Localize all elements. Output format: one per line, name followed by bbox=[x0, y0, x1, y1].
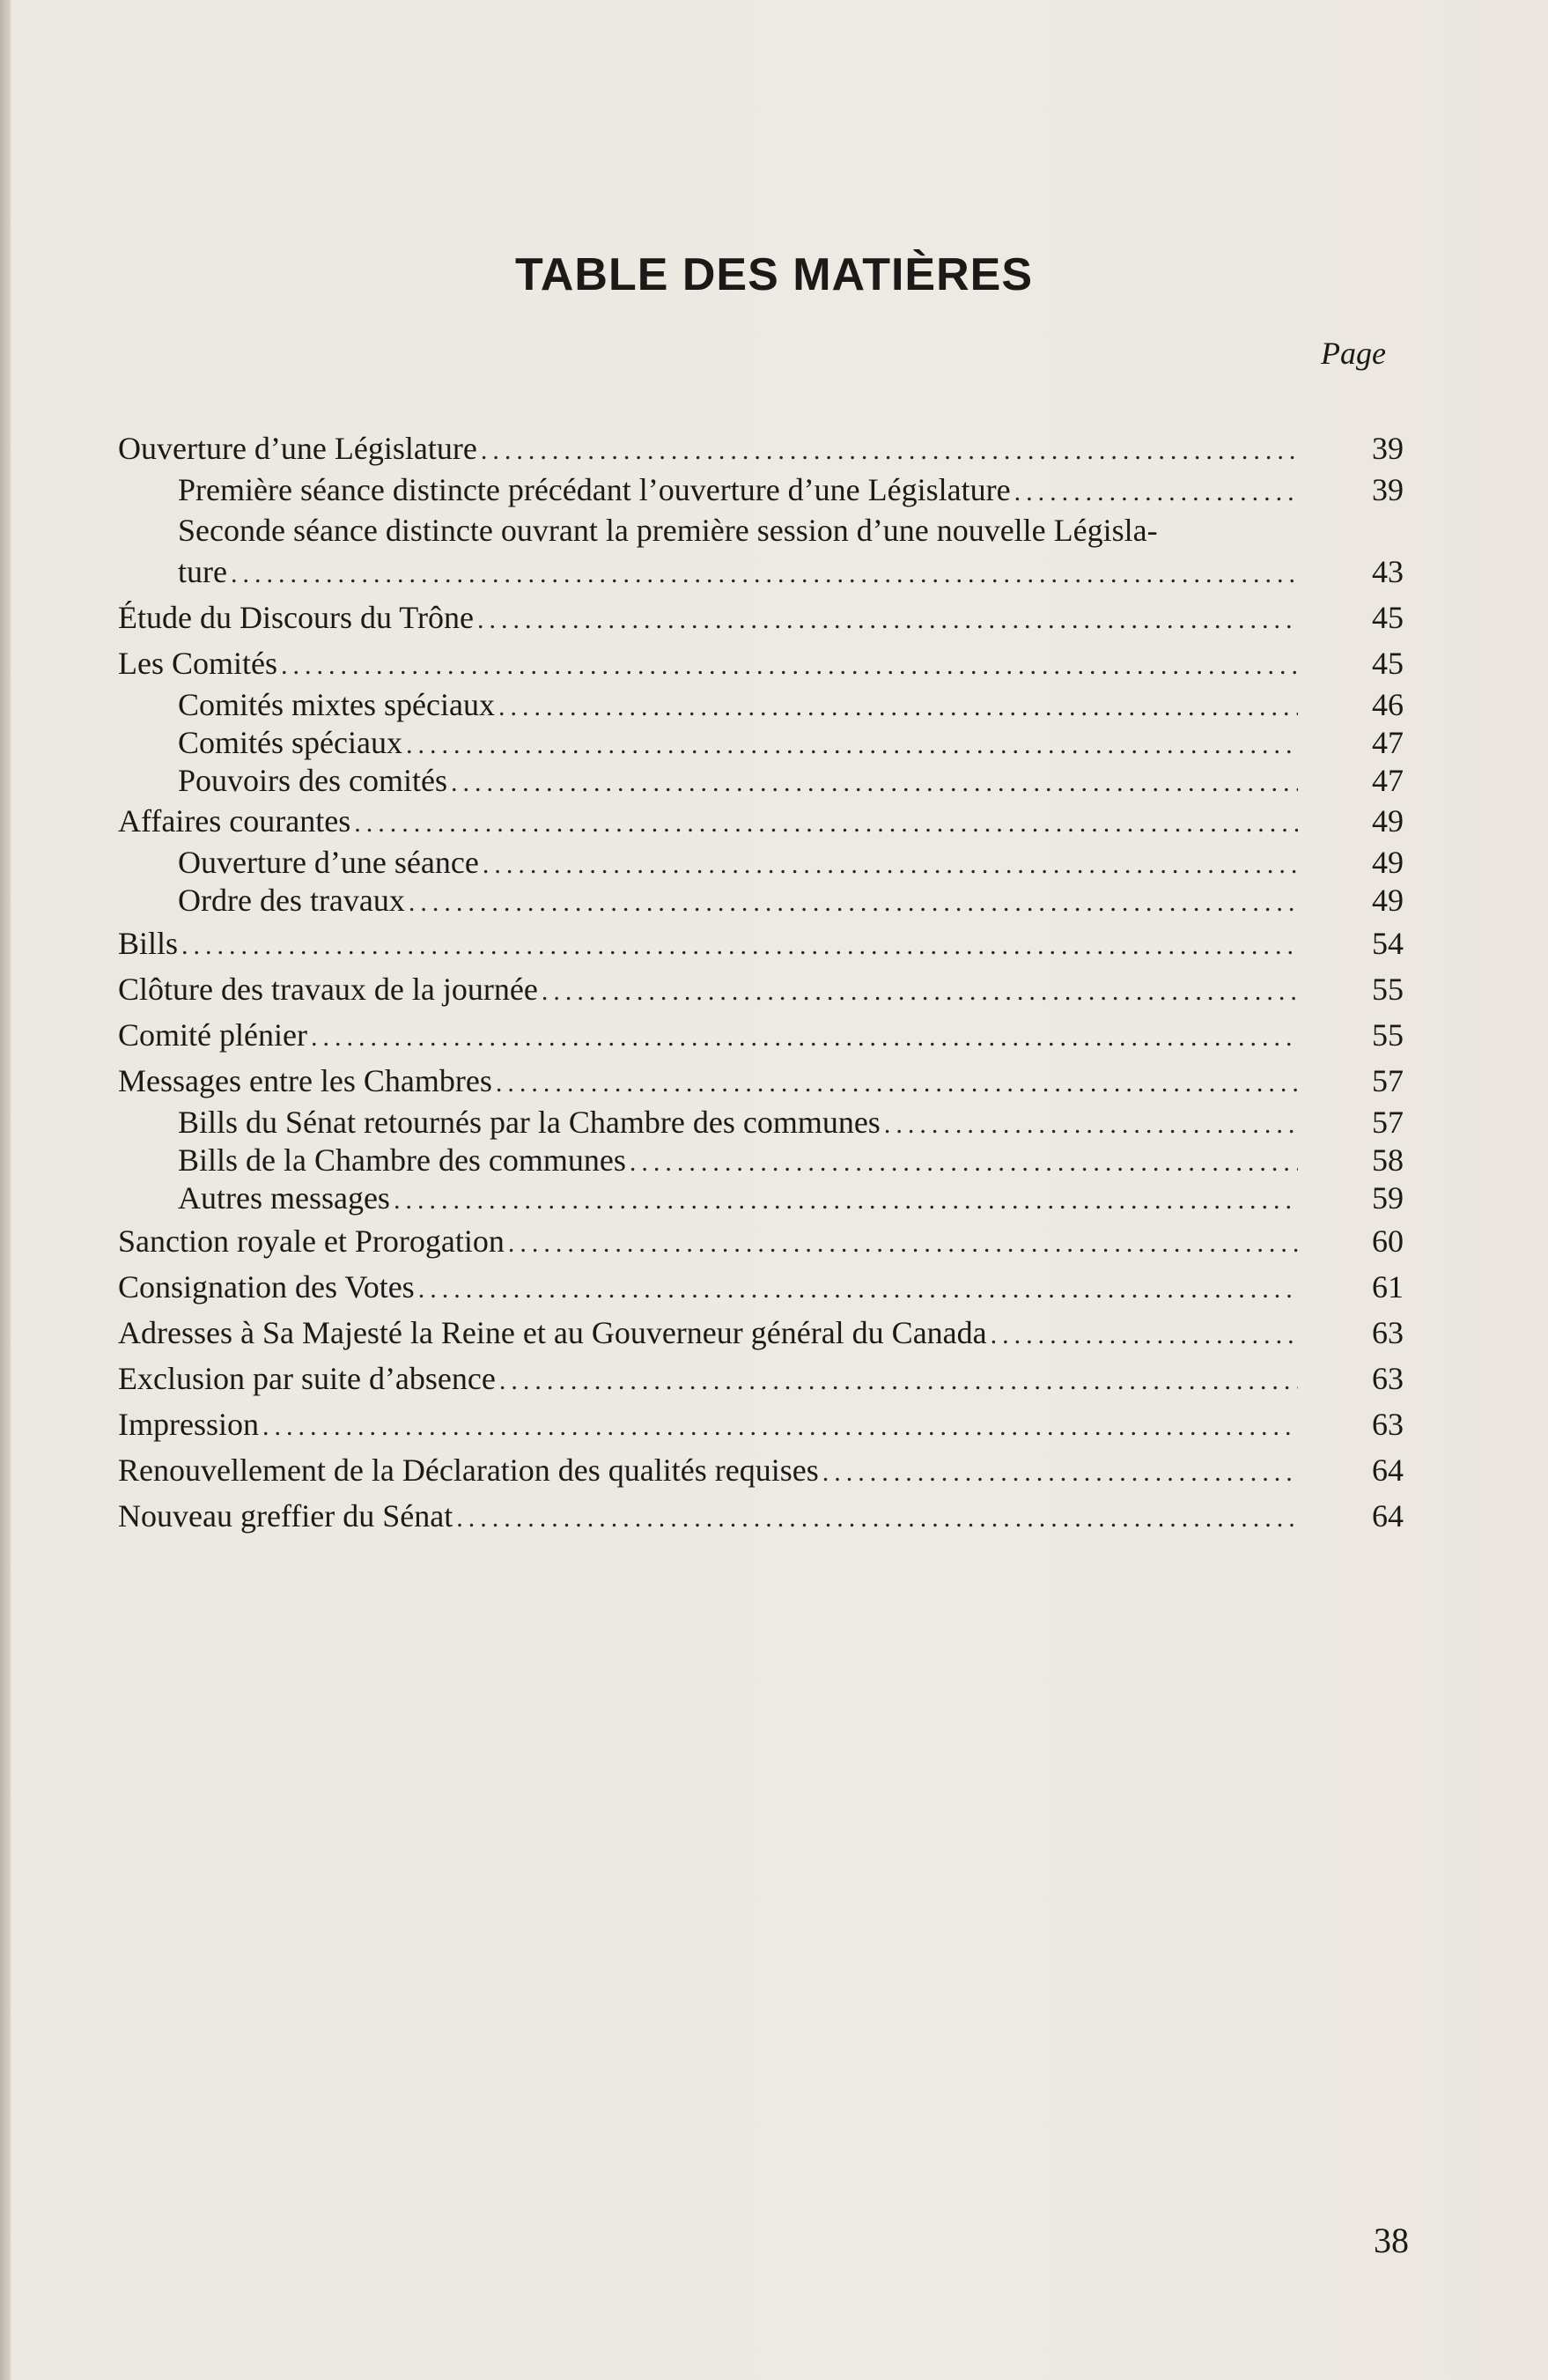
toc-entry bbox=[118, 1062, 1404, 1099]
dot-leader bbox=[630, 1147, 1298, 1179]
page-column-label: Page bbox=[1321, 336, 1386, 371]
dot-leader bbox=[409, 887, 1298, 919]
dot-leader bbox=[451, 767, 1298, 799]
toc-entry-page: 49 bbox=[1372, 883, 1404, 918]
toc-entry bbox=[118, 971, 1404, 1008]
toc-entry-label: Nouveau greffier du Sénat bbox=[118, 1498, 453, 1534]
dot-leader bbox=[418, 1271, 1298, 1308]
toc-entry-page: 45 bbox=[1372, 600, 1404, 635]
toc-entry-label: Première séance distincte précédant l’ouverture d’une Législature bbox=[178, 472, 1011, 507]
dot-leader bbox=[496, 1065, 1298, 1102]
toc-entry-page: 64 bbox=[1372, 1452, 1404, 1488]
toc-entry bbox=[118, 1223, 1404, 1260]
toc-subentry bbox=[118, 727, 1404, 758]
toc-entry-page: 39 bbox=[1372, 431, 1404, 466]
toc-subentry bbox=[118, 1144, 1404, 1176]
toc-entry-label: Exclusion par suite d’absence bbox=[118, 1361, 496, 1396]
toc-entry-page: 47 bbox=[1372, 725, 1404, 760]
toc-entry bbox=[118, 645, 1404, 682]
toc-entry-label: Affaires courantes bbox=[118, 803, 351, 839]
dot-leader bbox=[477, 602, 1298, 639]
dot-leader bbox=[1014, 477, 1298, 508]
dot-leader bbox=[311, 1019, 1298, 1056]
toc-entry-page: 58 bbox=[1372, 1142, 1404, 1178]
page-title: TABLE DES MATIÈRES bbox=[514, 249, 1034, 300]
toc-entry-label: Ouverture d’une Législature bbox=[118, 431, 477, 466]
toc-subentry bbox=[118, 765, 1404, 796]
toc-entry-label: Les Comités bbox=[118, 646, 277, 681]
toc-entry-label: Étude du Discours du Trône bbox=[118, 600, 474, 635]
toc-subentry bbox=[118, 689, 1404, 721]
toc-entry-label: Comité plénier bbox=[118, 1017, 307, 1053]
dot-leader bbox=[262, 1408, 1298, 1445]
toc-entry-label-line1: Seconde séance distincte ouvrant la première session d’une nouvelle Législa- bbox=[178, 513, 1158, 548]
dot-leader bbox=[394, 1185, 1298, 1216]
dot-leader bbox=[483, 849, 1298, 881]
toc-subentry bbox=[118, 512, 1404, 590]
toc-entry-page: 57 bbox=[1372, 1063, 1404, 1098]
toc-entry-label: Adresses à Sa Majesté la Reine et au Gouverneur général du Canada bbox=[118, 1315, 987, 1350]
toc-entry-label: Comités mixtes spéciaux bbox=[178, 687, 495, 722]
toc-entry bbox=[118, 1016, 1404, 1053]
toc-entry-page: 49 bbox=[1372, 845, 1404, 880]
dot-leader bbox=[231, 558, 1298, 590]
toc-entry bbox=[118, 430, 1404, 467]
toc-entry bbox=[118, 1452, 1404, 1489]
toc-entry-label: Autres messages bbox=[178, 1180, 390, 1216]
toc-entry bbox=[118, 1406, 1404, 1443]
toc-subentry bbox=[118, 1106, 1404, 1138]
toc-entry-label: Ouverture d’une séance bbox=[178, 845, 479, 880]
toc-entry-page: 45 bbox=[1372, 646, 1404, 681]
toc-entry-label: Bills du Sénat retournés par la Chambre des communes bbox=[178, 1105, 881, 1140]
toc-entry bbox=[118, 599, 1404, 636]
toc-entry-page: 55 bbox=[1372, 972, 1404, 1007]
toc-entry-page: 63 bbox=[1372, 1361, 1404, 1396]
dot-leader bbox=[281, 647, 1298, 684]
toc-entry-page: 61 bbox=[1372, 1269, 1404, 1305]
toc-entry-page: 57 bbox=[1372, 1105, 1404, 1140]
toc-entry bbox=[118, 1360, 1404, 1397]
toc-entry-label: Renouvellement de la Déclaration des qualités requises bbox=[118, 1452, 819, 1488]
dot-leader bbox=[499, 1363, 1298, 1400]
dot-leader bbox=[456, 1500, 1298, 1537]
toc-subentry bbox=[118, 846, 1404, 878]
dot-leader bbox=[822, 1454, 1298, 1491]
dot-leader bbox=[991, 1317, 1298, 1354]
toc-entry-page: 47 bbox=[1372, 763, 1404, 798]
toc-entry-label: Messages entre les Chambres bbox=[118, 1063, 492, 1098]
toc-entry-label: Bills de la Chambre des communes bbox=[178, 1142, 626, 1178]
dot-leader bbox=[481, 432, 1298, 469]
toc-entry-page: 43 bbox=[1372, 554, 1404, 589]
toc-entry-page: 46 bbox=[1372, 687, 1404, 722]
toc-subentry bbox=[118, 474, 1404, 506]
toc-entry bbox=[118, 1497, 1404, 1534]
dot-leader bbox=[354, 805, 1298, 842]
binding-edge bbox=[0, 0, 11, 2380]
toc-entry-page: 64 bbox=[1372, 1498, 1404, 1534]
dot-leader bbox=[498, 691, 1298, 723]
toc-entry-page: 63 bbox=[1372, 1407, 1404, 1442]
toc-entry-label: Ordre des travaux bbox=[178, 883, 405, 918]
toc-entry-label: Consignation des Votes bbox=[118, 1269, 415, 1305]
toc-entry-label: Comités spéciaux bbox=[178, 725, 402, 760]
toc-entry-page: 49 bbox=[1372, 803, 1404, 839]
toc-entry-label: Pouvoirs des comités bbox=[178, 763, 447, 798]
toc-entry-label: Sanction royale et Prorogation bbox=[118, 1223, 505, 1259]
toc-entry-label: Clôture des travaux de la journée bbox=[118, 972, 538, 1007]
page-number: 38 bbox=[1374, 2221, 1409, 2260]
dot-leader bbox=[508, 1225, 1298, 1262]
toc-entry bbox=[118, 1268, 1404, 1305]
toc-entry-page: 55 bbox=[1372, 1017, 1404, 1053]
table-of-contents bbox=[118, 430, 1404, 1541]
toc-entry-page: 59 bbox=[1372, 1180, 1404, 1216]
toc-entry bbox=[118, 925, 1404, 962]
toc-entry-page: 54 bbox=[1372, 926, 1404, 961]
toc-entry-page: 39 bbox=[1372, 472, 1404, 507]
toc-entry-label: Bills bbox=[118, 926, 179, 961]
dot-leader bbox=[406, 729, 1298, 761]
dot-leader bbox=[884, 1109, 1298, 1141]
toc-entry-page: 60 bbox=[1372, 1223, 1404, 1259]
toc-entry-label-line2: ture bbox=[178, 554, 227, 589]
toc-subentry bbox=[118, 1182, 1404, 1214]
toc-entry bbox=[118, 802, 1404, 839]
dot-leader bbox=[181, 928, 1298, 965]
toc-subentry bbox=[118, 884, 1404, 916]
toc-entry bbox=[118, 1314, 1404, 1351]
dot-leader bbox=[542, 973, 1298, 1010]
toc-entry-label: Impression bbox=[118, 1407, 259, 1442]
toc-entry-page: 63 bbox=[1372, 1315, 1404, 1350]
